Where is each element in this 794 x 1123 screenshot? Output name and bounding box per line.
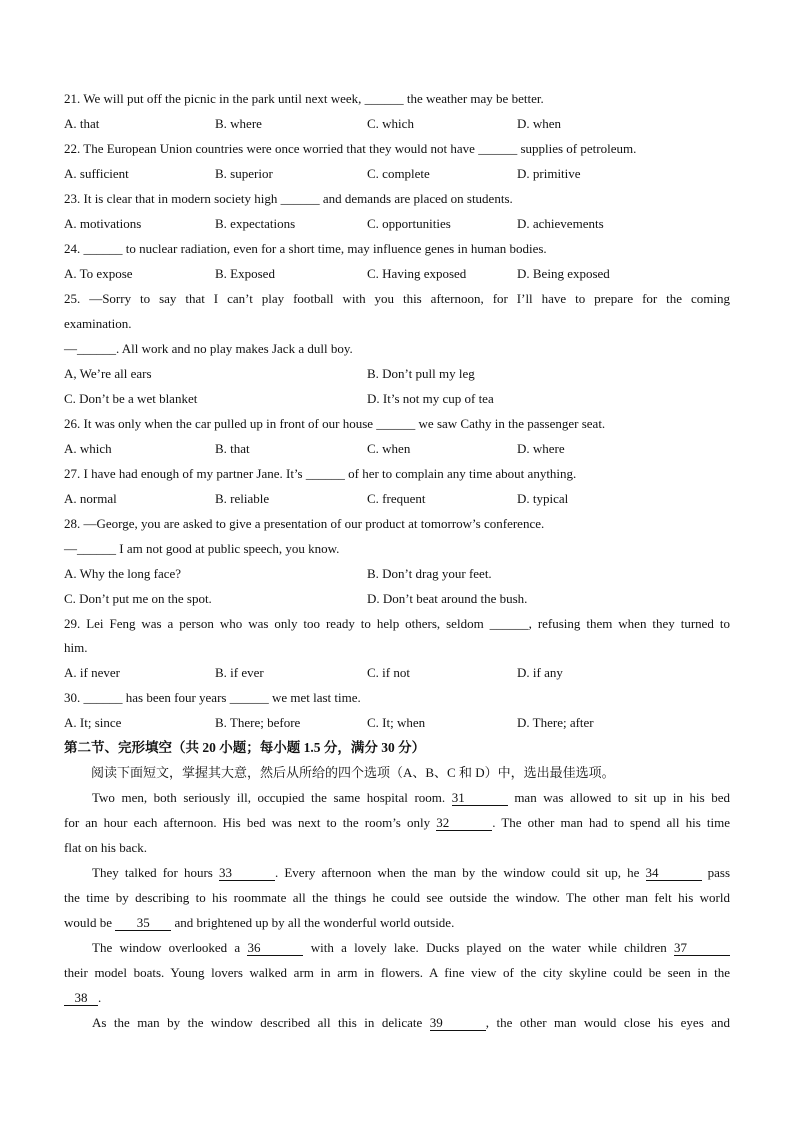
option-c[interactable]: C. when	[367, 441, 411, 456]
question-29-stem-line2: him.	[64, 640, 88, 655]
passage-line: They talked for hours 33 . Every afternoon when the man by the window could sit up, he 34 pass	[92, 865, 731, 880]
option-b[interactable]: B. Exposed	[215, 266, 275, 281]
option-b[interactable]: B. expectations	[215, 216, 296, 231]
passage-line: their model boats. Young lovers walked arm in arm in flowers. A fine view of the city skyline could be seen in the	[64, 965, 730, 980]
section-instruction: 阅读下面短文，掌握其大意，然后从所给的四个选项（A、B、C 和 D）中，选出最佳选项。	[91, 765, 615, 780]
question-30-options	[64, 715, 730, 731]
passage-line: 38 .	[64, 990, 730, 1006]
option-d[interactable]: D. There; after	[517, 715, 594, 730]
blank-33[interactable]: 33	[219, 866, 275, 881]
blank-36[interactable]: 36	[247, 941, 303, 956]
option-c[interactable]: C. Don’t put me on the spot.	[64, 591, 212, 606]
passage-line: flat on his back.	[64, 840, 148, 855]
blank-39[interactable]: 39	[430, 1016, 486, 1031]
option-b[interactable]: B. where	[215, 116, 262, 131]
option-d[interactable]: D. It’s not my cup of tea	[367, 391, 494, 406]
question-28-stem-line1: 28. —George, you are asked to give a presentation of our product at tomorrow’s conference.	[64, 516, 545, 531]
option-c[interactable]: C. which	[367, 116, 414, 131]
question-24-stem: 24. ______ to nuclear radiation, even for a short time, may influence genes in human bodies.	[64, 241, 547, 256]
option-b[interactable]: B. There; before	[215, 715, 301, 730]
passage-line: The window overlooked a 36 with a lovely lake. Ducks played on the water while children 37	[92, 940, 730, 956]
blank-37[interactable]: 37	[674, 941, 730, 956]
option-c[interactable]: C. frequent	[367, 491, 426, 506]
option-d[interactable]: D. where	[517, 441, 565, 456]
question-23-options	[64, 216, 730, 232]
option-d[interactable]: D. when	[517, 116, 562, 131]
option-b[interactable]: B. Don’t pull my leg	[367, 366, 475, 381]
option-d[interactable]: D. typical	[517, 491, 569, 506]
option-d[interactable]: D. primitive	[517, 166, 581, 181]
blank-35[interactable]: 35	[115, 916, 171, 931]
option-b[interactable]: B. Don’t drag your feet.	[367, 566, 492, 581]
question-26-options	[64, 441, 730, 457]
option-a[interactable]: A. if never	[64, 665, 120, 680]
passage-line: for an hour each afternoon. His bed was next to the room’s only 32 . The other man had to spend all his time	[64, 815, 730, 830]
option-a[interactable]: A. It; since	[64, 715, 122, 730]
question-29-stem-line1: 29. Lei Feng was a person who was only too ready to help others, seldom ______, refusing them when they turned to	[64, 616, 730, 631]
question-27-stem: 27. I have had enough of my partner Jane. It’s ______ of her to complain any time about anything.	[64, 466, 577, 481]
question-28-stem-line2: —______ I am not good at public speech, you know.	[64, 541, 340, 556]
option-d[interactable]: D. if any	[517, 665, 563, 680]
blank-38[interactable]: 38	[64, 991, 98, 1006]
passage-line: As the man by the window described all this in delicate 39 , the other man would close his eyes and	[92, 1015, 730, 1030]
passage-line: would be 35 and brightened up by all the wonderful world outside.	[64, 915, 455, 930]
option-a[interactable]: A. normal	[64, 491, 117, 506]
question-21-options	[64, 116, 730, 132]
question-30-stem: 30. ______ has been four years ______ we met last time.	[64, 690, 361, 705]
blank-34[interactable]: 34	[646, 866, 702, 881]
option-a[interactable]: A. To expose	[64, 266, 133, 281]
option-a[interactable]: A. which	[64, 441, 112, 456]
question-27-options	[64, 491, 730, 507]
option-a[interactable]: A. sufficient	[64, 166, 129, 181]
passage-line: the time by describing to his roommate all the things he could see outside the window. The other man felt his world	[64, 890, 730, 905]
question-24-options	[64, 266, 730, 282]
option-c[interactable]: C. complete	[367, 166, 430, 181]
option-b[interactable]: B. reliable	[215, 491, 270, 506]
question-26-stem: 26. It was only when the car pulled up in front of our house ______ we saw Cathy in the passenger seat.	[64, 416, 606, 431]
option-c[interactable]: C. It; when	[367, 715, 426, 730]
option-a[interactable]: A. Why the long face?	[64, 566, 182, 581]
passage-line: Two men, both seriously ill, occupied the same hospital room. 31 man was allowed to sit up in his bed	[92, 790, 731, 805]
question-25-stem-line2: examination.	[64, 316, 132, 331]
option-a[interactable]: A, We’re all ears	[64, 366, 152, 381]
option-d[interactable]: D. Being exposed	[517, 266, 610, 281]
question-23-stem: 23. It is clear that in modern society high ______ and demands are placed on students.	[64, 191, 513, 206]
option-a[interactable]: A. that	[64, 116, 100, 131]
question-29-options	[64, 665, 730, 681]
option-b[interactable]: B. superior	[215, 166, 273, 181]
blank-32[interactable]: 32	[436, 816, 492, 831]
option-c[interactable]: C. opportunities	[367, 216, 451, 231]
option-d[interactable]: D. Don’t beat around the bush.	[367, 591, 528, 606]
question-28-options-row2	[64, 591, 730, 607]
question-22-stem: 22. The European Union countries were once worried that they would not have ______ supplies of petroleum.	[64, 141, 637, 156]
option-c[interactable]: C. Don’t be a wet blanket	[64, 391, 198, 406]
option-c[interactable]: C. Having exposed	[367, 266, 467, 281]
question-25-options-row1	[64, 366, 730, 382]
option-b[interactable]: B. that	[215, 441, 250, 456]
question-22-options	[64, 166, 730, 182]
question-25-options-row2	[64, 391, 730, 407]
question-25-stem-line3: —______. All work and no play makes Jack a dull boy.	[64, 341, 353, 356]
blank-31[interactable]: 31	[452, 791, 508, 806]
option-d[interactable]: D. achievements	[517, 216, 604, 231]
option-b[interactable]: B. if ever	[215, 665, 264, 680]
option-a[interactable]: A. motivations	[64, 216, 142, 231]
question-25-stem-line1: 25. —Sorry to say that I can’t play football with you this afternoon, for I’ll have to prepare for the coming	[64, 291, 730, 306]
question-28-options-row1	[64, 566, 730, 582]
question-21-stem: 21. We will put off the picnic in the park until next week, ______ the weather may be better.	[64, 91, 544, 106]
section-title: 第二节、完形填空（共 20 小题；每小题 1.5 分，满分 30 分）	[64, 740, 426, 755]
option-c[interactable]: C. if not	[367, 665, 410, 680]
